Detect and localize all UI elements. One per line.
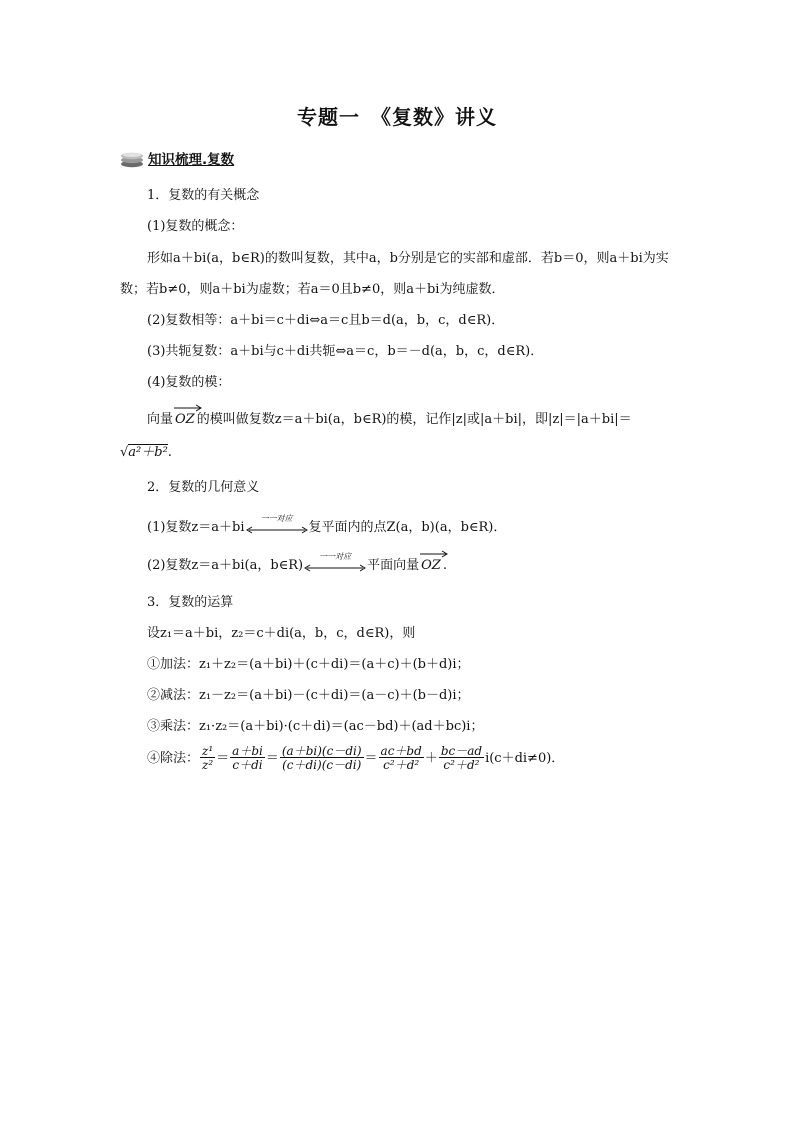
fraction: $\frac{(a+bi)(c-di)}{(c+di)(c-di)}$ xyxy=(281,744,362,772)
fraction: $\frac{\text{z¹}}{\text{z²}}$ xyxy=(202,744,214,772)
double-arrow-icon: 一一对应 xyxy=(246,522,308,534)
line-setup: 设z₁＝a＋bi，z₂＝c＋di(a，b，c，d∈R)，则 xyxy=(147,626,416,641)
subheading-concept: (1)复数的概念： xyxy=(147,219,244,234)
line-equality: (2)复数相等：a＋bi＝c＋di⇔a＝c且b＝d(a，b，c，d∈R)． xyxy=(147,313,505,328)
section-label: 知识梳理.复数 xyxy=(148,151,235,168)
fraction: $\frac{ac+bd}{\text{c²＋d²}}$ xyxy=(380,744,422,772)
line-geometric-2: (2)复数z＝a＋bi(a，b∈R) 一一对应 平面向量 OZ . xyxy=(147,551,447,573)
fraction: $\frac{a+bi}{c+di}$ xyxy=(232,744,263,772)
heading-3: 3．复数的运算 xyxy=(147,595,234,610)
sqrt-icon: √ xyxy=(120,445,129,460)
paragraph-concept: 形如a＋bi(a，b∈R)的数叫复数，其中a，b分别是它的实部和虚部．若b＝0，则a＋bi为实数；若b≠0，则a＋bi为虚数；若a＝0且b≠0，则a＋bi为纯虚数． xyxy=(120,251,669,297)
double-arrow-icon: 一一对应 xyxy=(304,560,366,572)
line-conjugate: (3)共轭复数：a＋bi与c＋di共轭⇔a＝c，b＝－d(a，b，c，d∈R)． xyxy=(147,344,544,359)
line-subtraction: ②减法：z₁－z₂＝(a＋bi)－(c＋di)＝(a－c)＋(b－d)i； xyxy=(147,688,470,703)
vector-oz: OZ xyxy=(419,559,443,572)
line-addition: ①加法：z₁＋z₂＝(a＋bi)＋(c＋di)＝(a＋c)＋(b＋d)i； xyxy=(147,657,470,672)
line-geometric-1: (1)复数z＝a＋bi 一一对应 复平面内的点Z(a，b)(a，b∈R)． xyxy=(147,513,507,535)
sqrt-expression: √a²＋b². xyxy=(120,445,172,460)
page-title: 专题一 《复数》讲义 xyxy=(297,105,497,129)
line-modulus: 向量 OZ 的模叫做复数z＝a＋bi(a，b∈R)的模，记作|z|或|a＋bi|，即|z|＝|a＋bi|＝ xyxy=(147,413,632,426)
fraction: $\frac{bc-ad}{\text{c²＋d²}}$ xyxy=(440,744,483,772)
books-icon xyxy=(120,150,144,171)
vector-oz: OZ xyxy=(173,413,197,426)
line-division: ④除法： $\frac{\text{z¹}}{\text{z²}}$ ＝ $\frac{a+bi}{c+di}$ ＝ $\frac{(a+bi)(c-di)}{(c+di)(c-di)}$ ＝ $\frac{ac+bd}{\text{c²＋d²}}$ ＋ $\frac{bc-ad}{\text{c²＋d²}}$ i(c＋di≠0)． xyxy=(147,744,565,772)
subheading-modulus: (4)复数的模： xyxy=(147,375,231,390)
section-heading xyxy=(120,150,234,171)
line-multiplication: ③乘法：z₁·z₂＝(a＋bi)·(c＋di)＝(ac－bd)＋(ad＋bc)i； xyxy=(147,719,484,734)
heading-1: 1．复数的有关概念 xyxy=(147,188,260,203)
heading-2: 2．复数的几何意义 xyxy=(147,480,260,495)
